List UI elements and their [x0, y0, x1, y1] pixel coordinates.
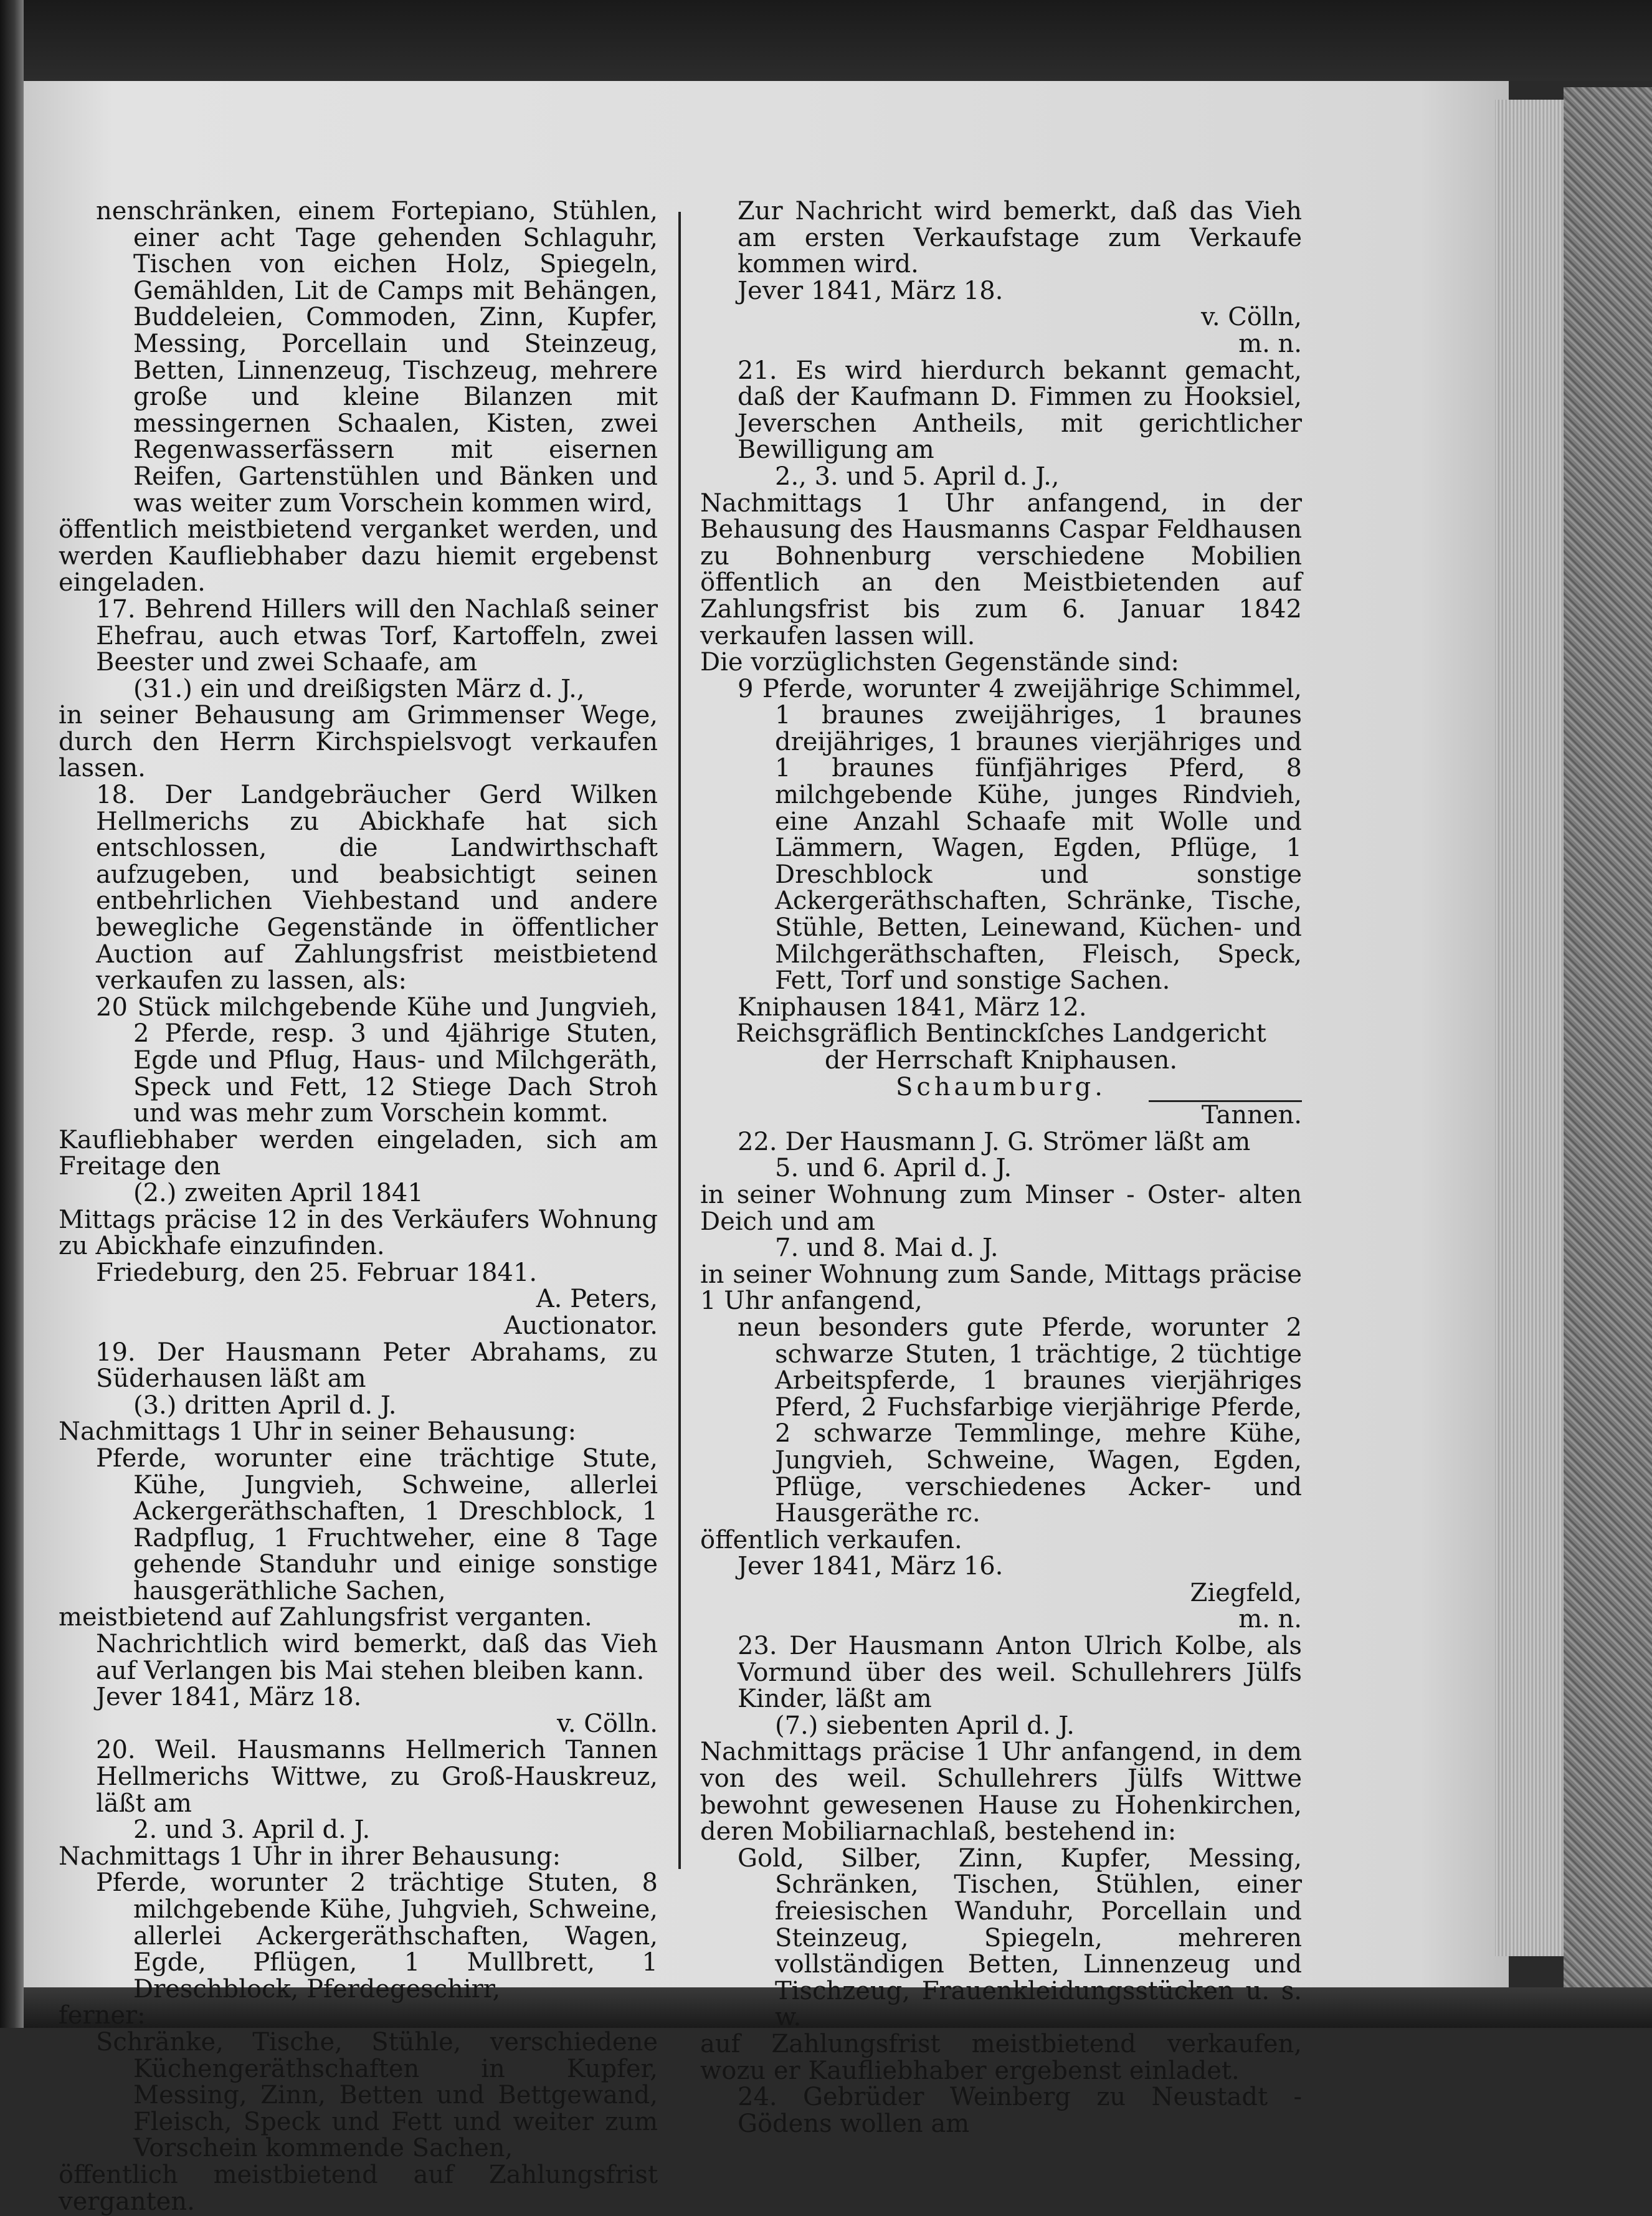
text-paragraph: 9 Pferde, worunter 4 zweijährige Schimmel, 1 braunes zweijähriges, 1 braunes dreijähriges, 1 braunes vierjähriges und 1 braunes fünfjähriges Pferd, 8 milchgebende Kühe, junges Rindvieh, eine Anzahl Schaafe mit Wolle und Lämmern, Wagen, Egden, Pflüge, 1 Dreschblock und sonstige Ackergeräthschaften, Schränke, Tische, Stühle, Betten, Leinewand, Küchen- und Milchgeräthschaften, Fleisch, Speck, Fett, Torf und sonstige Sachen.: [738, 674, 1302, 996]
text-paragraph: 17. Behrend Hillers will den Nachlaß seiner Ehefrau, auch etwas Torf, Kartoffeln, zwei Beester und zwei Schaafe, am: [96, 594, 658, 677]
text-paragraph: nenschränken, einem Fortepiano, Stühlen, einer acht Tage gehenden Schlaguhr, Tischen von eichen Holz, Spiegeln, Gemählden, Lit de Camps mit Behängen, Buddeleien, Commoden, Zinn, Kupfer, Messing, Porcellain und Steinzeug, Betten, Linnenzeug, Tischzeug, mehrere große und kleine Bilanzen mit messingernen Schaalen, Kisten, zwei Regenwasserfässern mit eisernen Reifen, Gartenstühlen und Bänken und was weiter zum Vorschein kommen wird,: [96, 197, 658, 518]
text-paragraph: Pferde, worunter 2 trächtige Stuten, 8 milchgebende Kühe, Juhgvieh, Schweine, allerlei Ackergeräthschaften, Wagen, Egde, Pflügen, 1 Mullbrett, 1 Dreschblock, Pferdegeschirr,: [96, 1868, 658, 2004]
page-edges: [1495, 100, 1564, 1956]
book-gutter-left: [0, 0, 24, 2028]
text-paragraph: Jever 1841, März 16.: [738, 1552, 1004, 1581]
text-paragraph: ferner:: [59, 2001, 146, 2030]
text-paragraph: 5. und 6. April d. J.: [775, 1154, 1012, 1183]
text-paragraph: öffentlich meistbietend verganket werden, und werden Kaufliebhaber dazu hiemit ergebenst eingeladen.: [59, 515, 658, 597]
text-paragraph: v. Cölln.: [556, 1709, 658, 1738]
text-paragraph: Kniphausen 1841, März 12.: [738, 992, 1087, 1022]
column-divider: [678, 212, 681, 1869]
text-paragraph: Jever 1841, März 18.: [738, 276, 1004, 305]
text-paragraph: 24. Gebrüder Weinberg zu Neustadt - Gödens wollen am: [738, 2083, 1302, 2138]
book-cover-right: [1564, 87, 1652, 2028]
text-paragraph: in seiner Wohnung zum Minser - Oster- alten Deich und am: [700, 1180, 1302, 1236]
text-paragraph: auf Zahlungsfrist meistbietend verkaufen, wozu er Kaufliebhaber ergebenst einladet.: [700, 2029, 1302, 2085]
text-paragraph: 22. Der Hausmann J. G. Strömer läßt am: [738, 1127, 1251, 1156]
text-paragraph: 2., 3. und 5. April d. J.,: [775, 462, 1060, 491]
text-paragraph: (2.) zweiten April 1841: [133, 1178, 424, 1207]
text-paragraph: 20 Stück milchgebende Kühe und Jungvieh, 2 Pferde, resp. 3 und 4jährige Stuten, Egde und Pflug, Haus- und Milchgeräth, Speck und Fett, 12 Stiege Dach Stroh und was mehr zum Vorschein kommt.: [96, 992, 658, 1128]
text-paragraph: Gold, Silber, Zinn, Kupfer, Messing, Schränken, Tischen, Stühlen, einer freiesischen Wanduhr, Porcellain und Steinzeug, Spiegeln, mehreren vollständigen Betten, Linnenzeug und Tischzeug, Frauenkleidungsstücken u. s. w.: [738, 1843, 1302, 2032]
text-paragraph: Schränke, Tische, Stühle, verschiedene Küchengeräthschaften in Kupfer, Messing, Zinn, Betten und Bettgewand, Fleisch, Speck und Fett und weiter zum Vorschein kommende Sachen,: [96, 2027, 658, 2163]
right-text-column: [700, 198, 1302, 2137]
text-paragraph: Die vorzüglichsten Gegenstände sind:: [700, 648, 1180, 677]
text-paragraph: m. n.: [1238, 1605, 1302, 1634]
text-paragraph: Jever 1841, März 18.: [96, 1683, 362, 1712]
text-paragraph: (3.) dritten April d. J.: [133, 1391, 397, 1420]
text-paragraph: v. Cölln,: [1200, 303, 1302, 332]
text-paragraph: neun besonders gute Pferde, worunter 2 schwarze Stuten, 1 trächtige, 2 tüchtige Arbeitspferde, 1 braunes vierjähriges Pferd, 2 Fuchsfarbige vierjährige Pferde, 2 schwarze Temmlinge, mehre Kühe, Jungvieh, Schweine, Wagen, Egden, Pflüge, verschiedenes Acker- und Hausgeräthe rc.: [738, 1313, 1302, 1528]
text-paragraph: in seiner Behausung am Grimmenser Wege, durch den Herrn Kirchspielsvogt verkaufen lassen.: [59, 701, 658, 783]
text-paragraph: 23. Der Hausmann Anton Ulrich Kolbe, als Vormund über des weil. Schullehrers Jülfs Kinder, läßt am: [738, 1632, 1302, 1714]
text-paragraph: (31.) ein und dreißigsten März d. J.,: [133, 674, 585, 703]
text-paragraph: Nachmittags 1 Uhr in ihrer Behausung:: [59, 1842, 561, 1871]
left-text-column: [59, 198, 658, 2215]
text-paragraph: Ziegfeld,: [1190, 1578, 1302, 1607]
text-paragraph: 21. Es wird hierdurch bekannt gemacht, daß der Kaufmann D. Fimmen zu Hooksiel, Jeverschen Antheils, mit gerichtlicher Bewilligung am: [738, 356, 1302, 465]
text-paragraph: der Herrschaft Kniphausen.: [824, 1046, 1178, 1075]
text-paragraph: Nachrichtlich wird bemerkt, daß das Vieh auf Verlangen bis Mai stehen bleiben kann.: [96, 1630, 658, 1685]
text-paragraph: 19. Der Hausmann Peter Abrahams, zu Süderhausen läßt am: [96, 1338, 658, 1394]
text-paragraph: Nachmittags 1 Uhr anfangend, in der Behausung des Hausmanns Caspar Feldhausen zu Bohnenburg verschiedene Mobilien öffentlich an den Meistbietenden auf Zahlungsfrist bis zum 6. Januar 1842 verkaufen lassen will.: [700, 488, 1302, 650]
text-paragraph: Nachmittags 1 Uhr in seiner Behausung:: [59, 1417, 577, 1447]
text-paragraph: 20. Weil. Hausmanns Hellmerich Tannen Hellmerichs Wittwe, zu Groß-Hauskreuz, läßt am: [96, 1736, 658, 1818]
text-paragraph: meistbietend auf Zahlungsfrist verganten.: [59, 1603, 592, 1632]
text-paragraph: Friedeburg, den 25. Februar 1841.: [96, 1258, 538, 1287]
text-paragraph: A. Peters,: [536, 1285, 658, 1314]
text-paragraph: Schaumburg.: [896, 1072, 1106, 1101]
text-paragraph: öffentlich verkaufen.: [700, 1525, 962, 1554]
text-paragraph: Nachmittags präcise 1 Uhr anfangend, in dem von des weil. Schullehrers Jülfs Wittwe bewohnt gewesenen Hause zu Hohenkirchen, deren Mobiliarnachlaß, bestehend in:: [700, 1738, 1302, 1847]
text-paragraph: 18. Der Landgebräucher Gerd Wilken Hellmerichs zu Abickhafe hat sich entschlossen, die Landwirthschaft aufzugeben, und beabsichtigt seinen entbehrlichen Viehbestand und andere bewegliche Gegenstände in öffentlicher Auction auf Zahlungsfrist meistbietend verkaufen zu lassen, als:: [96, 781, 658, 996]
text-paragraph: 7. und 8. Mai d. J.: [775, 1234, 999, 1263]
text-paragraph: Tannen.: [1201, 1101, 1302, 1130]
text-paragraph: Mittags präcise 12 in des Verkäufers Wohnung zu Abickhafe einzufinden.: [59, 1205, 658, 1261]
text-paragraph: Zur Nachricht wird bemerkt, daß das Vieh am ersten Verkaufstage zum Verkaufe kommen wird.: [738, 197, 1302, 279]
text-paragraph: 2. und 3. April d. J.: [133, 1815, 371, 1845]
text-paragraph: Auctionator.: [503, 1311, 658, 1340]
text-paragraph: (7.) siebenten April d. J.: [775, 1711, 1075, 1740]
text-paragraph: Pferde, worunter eine trächtige Stute, Kühe, Jungvieh, Schweine, allerlei Ackergeräthschaften, 1 Dreschblock, 1 Radpflug, 1 Fruchtweher, eine 8 Tage gehende Standuhr und einige sonstige hausgeräthliche Sachen,: [96, 1443, 658, 1605]
text-paragraph: Kaufliebhaber werden eingeladen, sich am Freitage den: [59, 1125, 658, 1181]
book-cover-top: [0, 0, 1652, 81]
text-paragraph: m. n.: [1238, 329, 1302, 358]
text-paragraph: Reichsgräflich Bentinckſches Landgericht: [736, 1019, 1266, 1049]
text-paragraph: in seiner Wohnung zum Sande, Mittags präcise 1 Uhr anfangend,: [700, 1260, 1302, 1316]
text-paragraph: öffentlich meistbietend auf Zahlungsfrist verganten.: [59, 2160, 658, 2216]
